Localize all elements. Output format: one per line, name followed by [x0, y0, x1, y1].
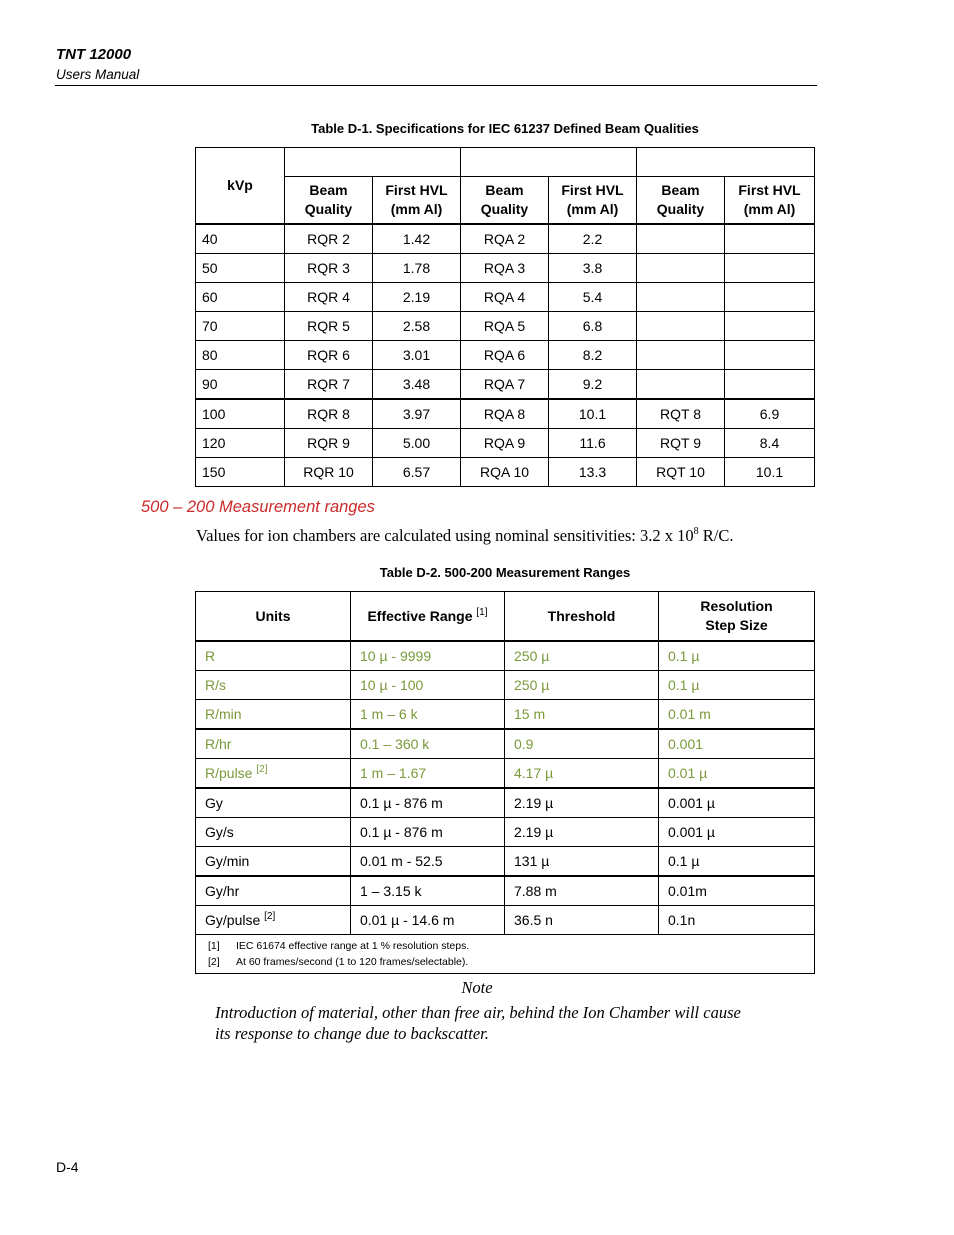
table-cell: 3.8 — [549, 254, 637, 283]
range-cell: 1 – 3.15 k — [351, 876, 505, 906]
body-text-prefix: Values for ion chambers are calculated using nominal sensitivities: 3.2 x 10 — [196, 526, 694, 545]
table2-caption: Table D-2. 500-200 Measurement Ranges — [379, 565, 631, 580]
table-cell: 8.2 — [549, 341, 637, 370]
footnote-number: [2] — [208, 956, 220, 968]
table-cell: RQR 6 — [285, 341, 373, 370]
body-text-suffix: R/C. — [698, 526, 734, 545]
table-row — [196, 788, 815, 818]
unit-label: Gy/s — [205, 824, 234, 840]
table-cell: RQT 9 — [637, 429, 725, 458]
table-row — [196, 429, 815, 458]
unit-label: R/min — [205, 706, 242, 722]
table-row — [196, 759, 815, 789]
step-cell: 0.1 µ — [659, 671, 815, 700]
table-cell — [637, 283, 725, 312]
unit-label: R — [205, 648, 216, 664]
threshold-cell: 2.19 µ — [505, 788, 659, 818]
range-cell: 0.1 µ - 876 m — [351, 818, 505, 847]
table-cell — [637, 254, 725, 283]
table-cell: RQA 10 — [461, 458, 549, 487]
col-header-line2: Quality — [656, 201, 705, 217]
unit-cell — [196, 847, 351, 877]
table-cell: 6.8 — [549, 312, 637, 341]
table-cell — [637, 370, 725, 400]
col-header-4 — [637, 177, 725, 225]
table-row — [196, 700, 815, 730]
table-cell: 8.4 — [725, 429, 815, 458]
col-header-line1: First HVL — [385, 182, 448, 198]
unit-cell — [196, 729, 351, 759]
unit-cell — [196, 876, 351, 906]
table-cell: RQA 3 — [461, 254, 549, 283]
group-header-rqr — [285, 148, 461, 177]
threshold-header: Threshold — [505, 592, 659, 642]
unit-footnote-ref: [2] — [264, 911, 276, 922]
unit-cell — [196, 906, 351, 935]
table-cell: RQR 10 — [285, 458, 373, 487]
table-row — [196, 341, 815, 370]
table-cell: RQR 9 — [285, 429, 373, 458]
threshold-cell: 250 µ — [505, 671, 659, 700]
table-row — [196, 906, 815, 935]
table-cell: RQR 8 — [285, 399, 373, 429]
kvp-cell: 70 — [196, 312, 285, 341]
table-cell: 2.19 — [373, 283, 461, 312]
kvp-header: kVp — [196, 148, 285, 225]
table-cell: 2.2 — [549, 224, 637, 254]
col-header-line1: Beam — [309, 182, 348, 198]
range-cell: 1 m – 6 k — [351, 700, 505, 730]
threshold-cell: 4.17 µ — [505, 759, 659, 789]
col-header-line2: Quality — [480, 201, 529, 217]
table-cell: RQR 7 — [285, 370, 373, 400]
col-header-line2: (mm Al) — [566, 201, 619, 217]
table-cell: 9.2 — [549, 370, 637, 400]
unit-cell — [196, 641, 351, 671]
document-subtitle: Users Manual — [56, 67, 140, 82]
col-header-line1: First HVL — [738, 182, 801, 198]
table-cell: 3.01 — [373, 341, 461, 370]
col-header-line2: (mm Al) — [743, 201, 796, 217]
table-cell — [637, 312, 725, 341]
document-title: TNT 12000 — [56, 46, 132, 63]
step-cell: 0.1 µ — [659, 641, 815, 671]
unit-label: Gy/min — [205, 853, 250, 869]
table-cell: RQR 3 — [285, 254, 373, 283]
table-cell — [725, 341, 815, 370]
step-cell: 0.1n — [659, 906, 815, 935]
kvp-cell: 90 — [196, 370, 285, 400]
footnote — [208, 938, 814, 954]
threshold-cell: 131 µ — [505, 847, 659, 877]
table-row — [196, 876, 815, 906]
unit-cell — [196, 818, 351, 847]
table-cell — [725, 254, 815, 283]
unit-label: Gy/pulse — [205, 912, 261, 928]
kvp-cell: 40 — [196, 224, 285, 254]
table-row — [196, 224, 815, 254]
table-cell — [725, 312, 815, 341]
step-cell: 0.01m — [659, 876, 815, 906]
step-cell: 0.01 m — [659, 700, 815, 730]
table-row — [196, 399, 815, 429]
col-header-line1: Beam — [661, 182, 700, 198]
range-cell: 10 µ - 100 — [351, 671, 505, 700]
unit-label: R/s — [205, 677, 226, 693]
header-rule — [55, 85, 817, 86]
footnote-text: At 60 frames/second (1 to 120 frames/selectable). — [236, 956, 469, 968]
table-cell: 10.1 — [725, 458, 815, 487]
table-cell: RQA 2 — [461, 224, 549, 254]
effective-range-header-label: Effective Range — [367, 607, 473, 624]
table-cell: RQA 4 — [461, 283, 549, 312]
table-cell: 3.48 — [373, 370, 461, 400]
kvp-cell: 80 — [196, 341, 285, 370]
col-header-line2: Quality — [304, 201, 353, 217]
table-cell — [637, 341, 725, 370]
section-body — [196, 526, 734, 546]
table-cell: RQR 5 — [285, 312, 373, 341]
table-cell: 13.3 — [549, 458, 637, 487]
table-cell: 10.1 — [549, 399, 637, 429]
note-text: Introduction of material, other than free air, behind the Ion Chamber will cause its response to change due to backscatter. — [215, 1003, 741, 1043]
table-cell — [725, 224, 815, 254]
col-header-2 — [461, 177, 549, 225]
threshold-cell: 15 m — [505, 700, 659, 730]
range-cell: 1 m – 1.67 — [351, 759, 505, 789]
table-cell: 5.4 — [549, 283, 637, 312]
table-cell: RQA 9 — [461, 429, 549, 458]
table-row — [196, 283, 815, 312]
table-cell — [637, 224, 725, 254]
threshold-cell: 36.5 n — [505, 906, 659, 935]
table-cell: 6.57 — [373, 458, 461, 487]
units-header: Units — [196, 592, 351, 642]
step-cell: 0.001 µ — [659, 788, 815, 818]
unit-label: R/pulse — [205, 765, 253, 781]
table-cell: RQA 8 — [461, 399, 549, 429]
unit-label: Gy/hr — [205, 883, 240, 899]
col-header-3 — [549, 177, 637, 225]
table-row — [196, 254, 815, 283]
table1-caption: Table D-1. Specifications for IEC 61237 Defined Beam Qualities — [311, 121, 699, 136]
col-header-1 — [373, 177, 461, 225]
threshold-cell: 2.19 µ — [505, 818, 659, 847]
table-row — [196, 818, 815, 847]
unit-footnote-ref: [2] — [256, 764, 268, 775]
step-cell: 0.01 µ — [659, 759, 815, 789]
unit-label: Gy — [205, 795, 223, 811]
step-cell: 0.1 µ — [659, 847, 815, 877]
unit-cell — [196, 788, 351, 818]
effective-range-footnote-ref: [1] — [476, 606, 488, 618]
table-cell: 6.9 — [725, 399, 815, 429]
table-cell: RQR 2 — [285, 224, 373, 254]
note-heading: Note — [461, 978, 493, 997]
body-text-exponent: 8 — [693, 526, 699, 537]
table-cell: RQR 4 — [285, 283, 373, 312]
table-cell: 1.78 — [373, 254, 461, 283]
range-cell: 10 µ - 9999 — [351, 641, 505, 671]
col-header-line1: Beam — [485, 182, 524, 198]
table-row — [196, 847, 815, 877]
unit-cell — [196, 759, 351, 789]
table-row — [196, 729, 815, 759]
section-title: 500 – 200 Measurement ranges — [141, 498, 375, 516]
threshold-cell: 7.88 m — [505, 876, 659, 906]
effective-range-header — [351, 592, 505, 642]
col-header-5 — [725, 177, 815, 225]
kvp-cell: 120 — [196, 429, 285, 458]
footnote-text: IEC 61674 effective range at 1 % resolution steps. — [236, 940, 470, 952]
range-cell: 0.01 m - 52.5 — [351, 847, 505, 877]
table-cell: 11.6 — [549, 429, 637, 458]
table-cell: 3.97 — [373, 399, 461, 429]
resolution-header-line1: Resolution — [700, 598, 773, 614]
footnotes-cell — [196, 935, 815, 974]
col-header-line2: (mm Al) — [390, 201, 443, 217]
table-cell: 5.00 — [373, 429, 461, 458]
measurement-ranges-table — [195, 591, 815, 974]
range-cell: 0.01 µ - 14.6 m — [351, 906, 505, 935]
table-row — [196, 641, 815, 671]
table-cell: 1.42 — [373, 224, 461, 254]
kvp-cell: 60 — [196, 283, 285, 312]
col-header-line1: First HVL — [561, 182, 624, 198]
beam-qualities-table — [195, 147, 815, 487]
table-cell: RQA 5 — [461, 312, 549, 341]
threshold-cell: 0.9 — [505, 729, 659, 759]
footnote — [208, 954, 814, 970]
page-number: D-4 — [56, 1159, 79, 1175]
threshold-cell: 250 µ — [505, 641, 659, 671]
table-cell: RQT 10 — [637, 458, 725, 487]
range-cell: 0.1 – 360 k — [351, 729, 505, 759]
unit-label: R/hr — [205, 736, 232, 752]
kvp-cell: 50 — [196, 254, 285, 283]
unit-cell — [196, 671, 351, 700]
footnotes-row — [196, 935, 815, 974]
table-row — [196, 370, 815, 400]
table-cell: RQA 7 — [461, 370, 549, 400]
table-row — [196, 312, 815, 341]
kvp-cell: 150 — [196, 458, 285, 487]
footnote-number: [1] — [208, 940, 220, 952]
table-row — [196, 671, 815, 700]
table-cell: RQA 6 — [461, 341, 549, 370]
resolution-header-line2: Step Size — [705, 617, 768, 633]
table-cell — [725, 370, 815, 400]
kvp-cell: 100 — [196, 399, 285, 429]
step-cell: 0.001 — [659, 729, 815, 759]
table-row — [196, 458, 815, 487]
unit-cell — [196, 700, 351, 730]
group-header-rqa — [461, 148, 637, 177]
table-cell — [725, 283, 815, 312]
col-header-0 — [285, 177, 373, 225]
table-cell: 2.58 — [373, 312, 461, 341]
group-header-rqt — [637, 148, 815, 177]
range-cell: 0.1 µ - 876 m — [351, 788, 505, 818]
resolution-header — [659, 592, 815, 642]
step-cell: 0.001 µ — [659, 818, 815, 847]
table-cell: RQT 8 — [637, 399, 725, 429]
